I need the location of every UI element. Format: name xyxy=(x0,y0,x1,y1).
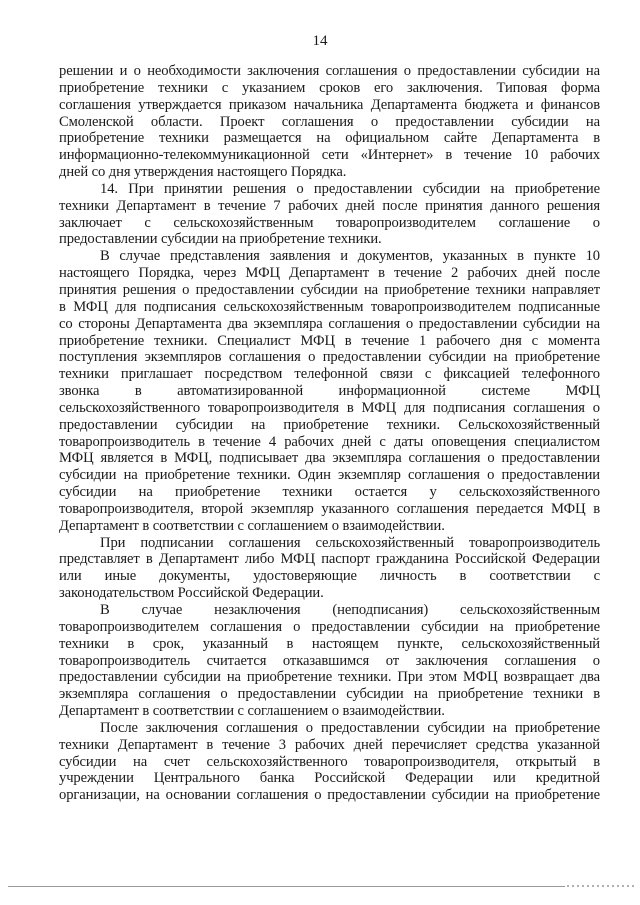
text-line: дней со дня утверждения настоящего Порядка. xyxy=(59,164,347,181)
text-line: предоставлении субсидии на приобретение техники. xyxy=(59,231,382,248)
text-line: организации, на основании соглашения о предоставлении субсидии на приобретение xyxy=(59,787,600,804)
page-number: 14 xyxy=(312,33,328,49)
text-line: Смоленской области. Проект соглашения о предоставлении субсидии на xyxy=(59,113,600,130)
text-line: техники Департамент в течение 7 рабочих дней после принятия данного решения xyxy=(59,197,600,214)
text-line: товаропроизводитель считается отказавшимся от заключения соглашения о xyxy=(59,652,600,669)
text-line: субсидии на счет сельскохозяйственного товаропроизводителя, открытый в xyxy=(59,753,600,770)
text-line: соглашения утверждается приказом начальника Департамента бюджета и финансов xyxy=(59,96,600,113)
text-line: приобретение техники размещается на официальном сайте Департамента в xyxy=(59,130,600,147)
text-line: Департамент в соответствии с соглашением о взаимодействии. xyxy=(59,703,445,720)
paragraph-p3 xyxy=(59,248,600,534)
text-line: техники приглашает посредством телефонной связи с фиксацией телефонного xyxy=(59,366,600,383)
text-line: приобретение техники с указанием сроков его заключения. Типовая форма xyxy=(59,79,600,96)
text-line: приобретение техники. Специалист МФЦ в течение 1 рабочего дня с момента xyxy=(59,332,600,349)
text-line: в МФЦ для подписания сельскохозяйственным товаропроизводителем подписанные xyxy=(59,298,600,315)
text-line: товаропроизводителем соглашения о предоставлении субсидии на приобретение xyxy=(59,618,600,635)
text-line: законодательством Российской Федерации. xyxy=(59,585,324,602)
text-line: сельскохозяйственного товаропроизводителя в МФЦ для подписания соглашения о xyxy=(59,399,600,416)
text-line: товаропроизводитель в течение 4 рабочих дней с даты оповещения специалистом xyxy=(59,433,600,450)
text-line: В случае представления заявления и документов, указанных в пункте 10 xyxy=(100,248,600,265)
paragraph-p2 xyxy=(59,181,600,248)
paragraph-p4 xyxy=(59,535,600,602)
text-line: субсидии на приобретение техники. Один экземпляр соглашения о предоставлении xyxy=(59,467,600,484)
text-line: со стороны Департамента два экземпляра соглашения о предоставлении субсидии на xyxy=(59,315,600,332)
paragraph-p5 xyxy=(59,602,600,720)
footer-rule-dots xyxy=(567,885,637,887)
text-line: заключает с сельскохозяйственным товаропроизводителем соглашение о xyxy=(59,214,600,231)
text-line: экземпляра соглашения о предоставлении субсидии на приобретение техники в xyxy=(59,686,600,703)
footer-rule xyxy=(8,886,565,887)
text-line: Департамент в соответствии с соглашением о взаимодействии. xyxy=(59,517,445,534)
text-line: поступления экземпляров соглашения о предоставлении субсидии на приобретение xyxy=(59,349,600,366)
text-line: решении и о необходимости заключения соглашения о предоставлении субсидии на xyxy=(59,63,600,79)
text-line: техники в срок, указанный в настоящем пункте, сельскохозяйственный xyxy=(59,635,600,652)
paragraph-p1 xyxy=(59,63,600,181)
text-line: звонка в автоматизированной информационной системе МФЦ xyxy=(59,383,600,400)
text-line: принятия решения о предоставлении субсидии на приобретение техники направляет xyxy=(59,281,600,298)
text-line: В случае незаключения (неподписания) сельскохозяйственным xyxy=(100,602,600,618)
text-line: информационно-телекоммуникационной сети «Интернет» в течение 10 рабочих xyxy=(59,147,600,164)
text-line: учреждении Центрального банка Российской Федерации или кредитной xyxy=(59,770,600,787)
text-line: товаропроизводителя, второй экземпляр указанного соглашения передается МФЦ в xyxy=(59,500,600,517)
text-line: предоставлении субсидии на приобретение техники. При этом МФЦ возвращает два xyxy=(59,669,600,686)
text-line: представляет в Департамент либо МФЦ паспорт гражданина Российской Федерации xyxy=(59,551,600,568)
text-line: При подписании соглашения сельскохозяйственный товаропроизводитель xyxy=(100,534,600,551)
text-line: субсидии на приобретение техники остается у сельскохозяйственного xyxy=(59,484,600,501)
text-line: После заключения соглашения о предоставлении субсидии на приобретение xyxy=(100,719,600,736)
document-body xyxy=(59,63,600,804)
text-line: предоставлении субсидии на приобретение техники. Сельскохозяйственный xyxy=(59,416,600,433)
paragraph-p6 xyxy=(59,720,600,804)
text-line: 14. При принятии решения о предоставлении субсидии на приобретение xyxy=(100,180,600,197)
text-line: МФЦ является в МФЦ, подписывает два экземпляра соглашения о предоставлении xyxy=(59,450,600,467)
text-line: техники Департамент в течение 3 рабочих дней перечисляет средства указанной xyxy=(59,736,600,753)
text-line: или иные документы, удостоверяющие личность в соответствии с xyxy=(59,568,600,585)
text-line: настоящего Порядка, через МФЦ Департамент в течение 2 рабочих дней после xyxy=(59,265,600,282)
